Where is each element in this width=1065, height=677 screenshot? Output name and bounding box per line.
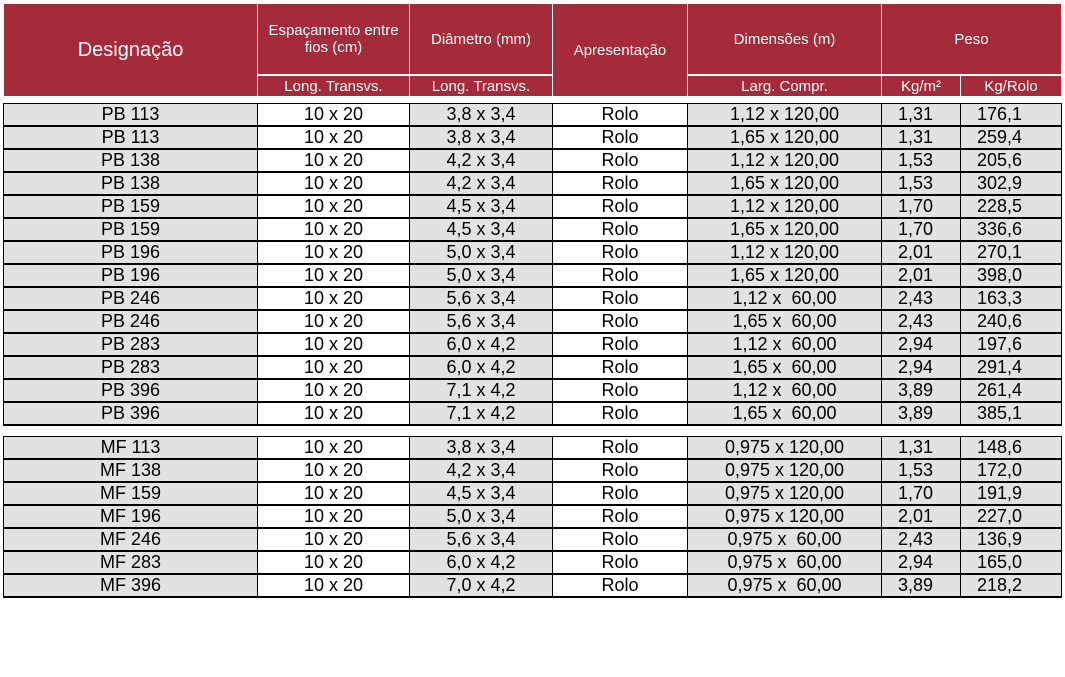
- header-diametro: Diâmetro (mm): [410, 4, 553, 76]
- cell-kg-m2: 3,89: [882, 574, 961, 597]
- table-header: [3, 3, 1062, 97]
- cell-diametro: 6,0 x 4,2: [410, 356, 553, 379]
- table-row: [4, 126, 1062, 149]
- cell-dimensoes: 1,65 x 120,00: [688, 126, 882, 149]
- subheader-kgrolo: Kg/Rolo: [961, 75, 1062, 97]
- cell-dimensoes: 1,65 x 120,00: [688, 172, 882, 195]
- cell-diametro: 4,5 x 3,4: [410, 218, 553, 241]
- cell-diametro: 5,0 x 3,4: [410, 264, 553, 287]
- table-row: [4, 149, 1062, 172]
- cell-apresentacao: Rolo: [553, 356, 688, 379]
- cell-designacao: PB 159: [4, 218, 258, 241]
- cell-kg-m2: 2,43: [882, 287, 961, 310]
- cell-dimensoes: 1,12 x 120,00: [688, 149, 882, 172]
- table-row: [4, 310, 1062, 333]
- cell-designacao: PB 246: [4, 287, 258, 310]
- cell-dimensoes: 1,65 x 60,00: [688, 402, 882, 425]
- cell-kg-rolo: 227,0: [961, 505, 1062, 528]
- subheader-diametro: Long. Transvs.: [410, 75, 553, 97]
- cell-dimensoes: 1,65 x 120,00: [688, 264, 882, 287]
- cell-apresentacao: Rolo: [553, 264, 688, 287]
- cell-diametro: 3,8 x 3,4: [410, 437, 553, 460]
- table-row: [4, 551, 1062, 574]
- group-separator-cell: [4, 425, 1062, 437]
- cell-diametro: 6,0 x 4,2: [410, 333, 553, 356]
- table-row: [4, 402, 1062, 425]
- cell-dimensoes: 1,12 x 60,00: [688, 287, 882, 310]
- cell-kg-m2: 2,94: [882, 356, 961, 379]
- cell-kg-rolo: 148,6: [961, 437, 1062, 460]
- cell-kg-m2: 2,94: [882, 551, 961, 574]
- cell-espacamento: 10 x 20: [258, 218, 410, 241]
- cell-designacao: MF 396: [4, 574, 258, 597]
- subheader-dimensoes: Larg. Compr.: [688, 75, 882, 97]
- cell-designacao: MF 159: [4, 482, 258, 505]
- cell-kg-m2: 1,53: [882, 149, 961, 172]
- cell-kg-rolo: 163,3: [961, 287, 1062, 310]
- cell-espacamento: 10 x 20: [258, 195, 410, 218]
- cell-dimensoes: 1,12 x 120,00: [688, 241, 882, 264]
- cell-kg-m2: 1,53: [882, 172, 961, 195]
- cell-kg-rolo: 259,4: [961, 126, 1062, 149]
- cell-kg-rolo: 270,1: [961, 241, 1062, 264]
- cell-kg-m2: 1,70: [882, 218, 961, 241]
- cell-kg-rolo: 197,6: [961, 333, 1062, 356]
- cell-espacamento: 10 x 20: [258, 310, 410, 333]
- cell-dimensoes: 0,975 x 120,00: [688, 437, 882, 460]
- header-apresentacao: Apresentação: [553, 4, 688, 97]
- cell-kg-rolo: 240,6: [961, 310, 1062, 333]
- cell-designacao: PB 396: [4, 379, 258, 402]
- table-row: [4, 172, 1062, 195]
- cell-espacamento: 10 x 20: [258, 459, 410, 482]
- cell-designacao: MF 246: [4, 528, 258, 551]
- cell-apresentacao: Rolo: [553, 551, 688, 574]
- cell-designacao: MF 196: [4, 505, 258, 528]
- cell-espacamento: 10 x 20: [258, 333, 410, 356]
- cell-diametro: 4,2 x 3,4: [410, 172, 553, 195]
- cell-dimensoes: 0,975 x 120,00: [688, 459, 882, 482]
- cell-designacao: PB 138: [4, 149, 258, 172]
- cell-kg-m2: 1,31: [882, 437, 961, 460]
- table-row: [4, 528, 1062, 551]
- cell-designacao: PB 283: [4, 356, 258, 379]
- cell-designacao: MF 113: [4, 437, 258, 460]
- cell-kg-m2: 1,70: [882, 482, 961, 505]
- cell-espacamento: 10 x 20: [258, 149, 410, 172]
- cell-apresentacao: Rolo: [553, 379, 688, 402]
- cell-kg-m2: 1,31: [882, 104, 961, 127]
- cell-dimensoes: 0,975 x 120,00: [688, 505, 882, 528]
- cell-apresentacao: Rolo: [553, 333, 688, 356]
- cell-apresentacao: Rolo: [553, 482, 688, 505]
- table-row: [4, 574, 1062, 597]
- cell-kg-rolo: 302,9: [961, 172, 1062, 195]
- cell-diametro: 4,5 x 3,4: [410, 482, 553, 505]
- cell-dimensoes: 1,12 x 60,00: [688, 379, 882, 402]
- table-row: [4, 264, 1062, 287]
- cell-espacamento: 10 x 20: [258, 172, 410, 195]
- cell-dimensoes: 0,975 x 120,00: [688, 482, 882, 505]
- cell-kg-m2: 3,89: [882, 379, 961, 402]
- cell-designacao: PB 159: [4, 195, 258, 218]
- subheader-kgm2: Kg/m²: [882, 75, 961, 97]
- header-espacamento: Espaçamento entre fios (cm): [258, 4, 410, 76]
- cell-dimensoes: 1,65 x 60,00: [688, 356, 882, 379]
- cell-kg-rolo: 205,6: [961, 149, 1062, 172]
- cell-designacao: PB 246: [4, 310, 258, 333]
- cell-espacamento: 10 x 20: [258, 574, 410, 597]
- cell-dimensoes: 1,65 x 60,00: [688, 310, 882, 333]
- cell-apresentacao: Rolo: [553, 287, 688, 310]
- cell-designacao: PB 196: [4, 264, 258, 287]
- cell-dimensoes: 1,12 x 60,00: [688, 333, 882, 356]
- cell-espacamento: 10 x 20: [258, 264, 410, 287]
- cell-apresentacao: Rolo: [553, 310, 688, 333]
- table-row: [4, 482, 1062, 505]
- cell-kg-rolo: 172,0: [961, 459, 1062, 482]
- table-row: [4, 356, 1062, 379]
- cell-diametro: 3,8 x 3,4: [410, 104, 553, 127]
- cell-apresentacao: Rolo: [553, 218, 688, 241]
- cell-espacamento: 10 x 20: [258, 126, 410, 149]
- cell-dimensoes: 0,975 x 60,00: [688, 551, 882, 574]
- cell-espacamento: 10 x 20: [258, 379, 410, 402]
- cell-kg-m2: 1,53: [882, 459, 961, 482]
- cell-designacao: PB 113: [4, 126, 258, 149]
- cell-kg-m2: 2,01: [882, 264, 961, 287]
- cell-espacamento: 10 x 20: [258, 528, 410, 551]
- cell-apresentacao: Rolo: [553, 459, 688, 482]
- cell-espacamento: 10 x 20: [258, 287, 410, 310]
- cell-kg-m2: 1,31: [882, 126, 961, 149]
- table-row: [4, 104, 1062, 127]
- cell-espacamento: 10 x 20: [258, 402, 410, 425]
- cell-espacamento: 10 x 20: [258, 356, 410, 379]
- cell-kg-rolo: 291,4: [961, 356, 1062, 379]
- cell-diametro: 7,0 x 4,2: [410, 574, 553, 597]
- cell-apresentacao: Rolo: [553, 149, 688, 172]
- cell-designacao: PB 196: [4, 241, 258, 264]
- cell-kg-m2: 2,94: [882, 333, 961, 356]
- table-row: [4, 437, 1062, 460]
- cell-diametro: 5,6 x 3,4: [410, 528, 553, 551]
- header-dimensoes: Dimensões (m): [688, 4, 882, 76]
- table-row: [4, 218, 1062, 241]
- table-row: [4, 459, 1062, 482]
- cell-apresentacao: Rolo: [553, 241, 688, 264]
- cell-diametro: 4,2 x 3,4: [410, 149, 553, 172]
- cell-kg-rolo: 176,1: [961, 104, 1062, 127]
- cell-apresentacao: Rolo: [553, 172, 688, 195]
- table-row: [4, 195, 1062, 218]
- cell-kg-rolo: 385,1: [961, 402, 1062, 425]
- table-row: [4, 333, 1062, 356]
- cell-diametro: 7,1 x 4,2: [410, 402, 553, 425]
- cell-apresentacao: Rolo: [553, 437, 688, 460]
- cell-designacao: PB 396: [4, 402, 258, 425]
- cell-kg-rolo: 228,5: [961, 195, 1062, 218]
- cell-kg-m2: 1,70: [882, 195, 961, 218]
- cell-diametro: 5,0 x 3,4: [410, 505, 553, 528]
- cell-diametro: 4,5 x 3,4: [410, 195, 553, 218]
- cell-dimensoes: 1,12 x 120,00: [688, 104, 882, 127]
- cell-dimensoes: 1,12 x 120,00: [688, 195, 882, 218]
- subheader-espacamento: Long. Transvs.: [258, 75, 410, 97]
- cell-diametro: 5,6 x 3,4: [410, 310, 553, 333]
- cell-apresentacao: Rolo: [553, 574, 688, 597]
- table-row: [4, 505, 1062, 528]
- cell-espacamento: 10 x 20: [258, 551, 410, 574]
- cell-designacao: MF 138: [4, 459, 258, 482]
- cell-kg-rolo: 261,4: [961, 379, 1062, 402]
- cell-apresentacao: Rolo: [553, 104, 688, 127]
- cell-diametro: 5,6 x 3,4: [410, 287, 553, 310]
- cell-dimensoes: 1,65 x 120,00: [688, 218, 882, 241]
- cell-espacamento: 10 x 20: [258, 505, 410, 528]
- cell-kg-rolo: 336,6: [961, 218, 1062, 241]
- cell-designacao: PB 283: [4, 333, 258, 356]
- cell-kg-rolo: 218,2: [961, 574, 1062, 597]
- cell-kg-m2: 2,01: [882, 505, 961, 528]
- cell-kg-m2: 3,89: [882, 402, 961, 425]
- cell-kg-m2: 2,01: [882, 241, 961, 264]
- cell-designacao: PB 113: [4, 104, 258, 127]
- cell-apresentacao: Rolo: [553, 528, 688, 551]
- cell-kg-rolo: 165,0: [961, 551, 1062, 574]
- group-separator: [4, 425, 1062, 437]
- cell-dimensoes: 0,975 x 60,00: [688, 574, 882, 597]
- header-designacao: Designação: [4, 4, 258, 97]
- cell-espacamento: 10 x 20: [258, 104, 410, 127]
- cell-espacamento: 10 x 20: [258, 241, 410, 264]
- cell-kg-rolo: 191,9: [961, 482, 1062, 505]
- cell-kg-m2: 2,43: [882, 310, 961, 333]
- cell-diametro: 5,0 x 3,4: [410, 241, 553, 264]
- cell-designacao: MF 283: [4, 551, 258, 574]
- cell-apresentacao: Rolo: [553, 195, 688, 218]
- cell-kg-rolo: 398,0: [961, 264, 1062, 287]
- table-row: [4, 287, 1062, 310]
- cell-kg-rolo: 136,9: [961, 528, 1062, 551]
- data-table: [3, 103, 1062, 598]
- table-row: [4, 241, 1062, 264]
- cell-espacamento: 10 x 20: [258, 437, 410, 460]
- cell-apresentacao: Rolo: [553, 402, 688, 425]
- cell-kg-m2: 2,43: [882, 528, 961, 551]
- cell-diametro: 4,2 x 3,4: [410, 459, 553, 482]
- cell-dimensoes: 0,975 x 60,00: [688, 528, 882, 551]
- table-row: [4, 379, 1062, 402]
- header-peso: Peso: [882, 4, 1062, 76]
- cell-apresentacao: Rolo: [553, 126, 688, 149]
- cell-espacamento: 10 x 20: [258, 482, 410, 505]
- cell-apresentacao: Rolo: [553, 505, 688, 528]
- cell-designacao: PB 138: [4, 172, 258, 195]
- cell-diametro: 6,0 x 4,2: [410, 551, 553, 574]
- cell-diametro: 7,1 x 4,2: [410, 379, 553, 402]
- cell-diametro: 3,8 x 3,4: [410, 126, 553, 149]
